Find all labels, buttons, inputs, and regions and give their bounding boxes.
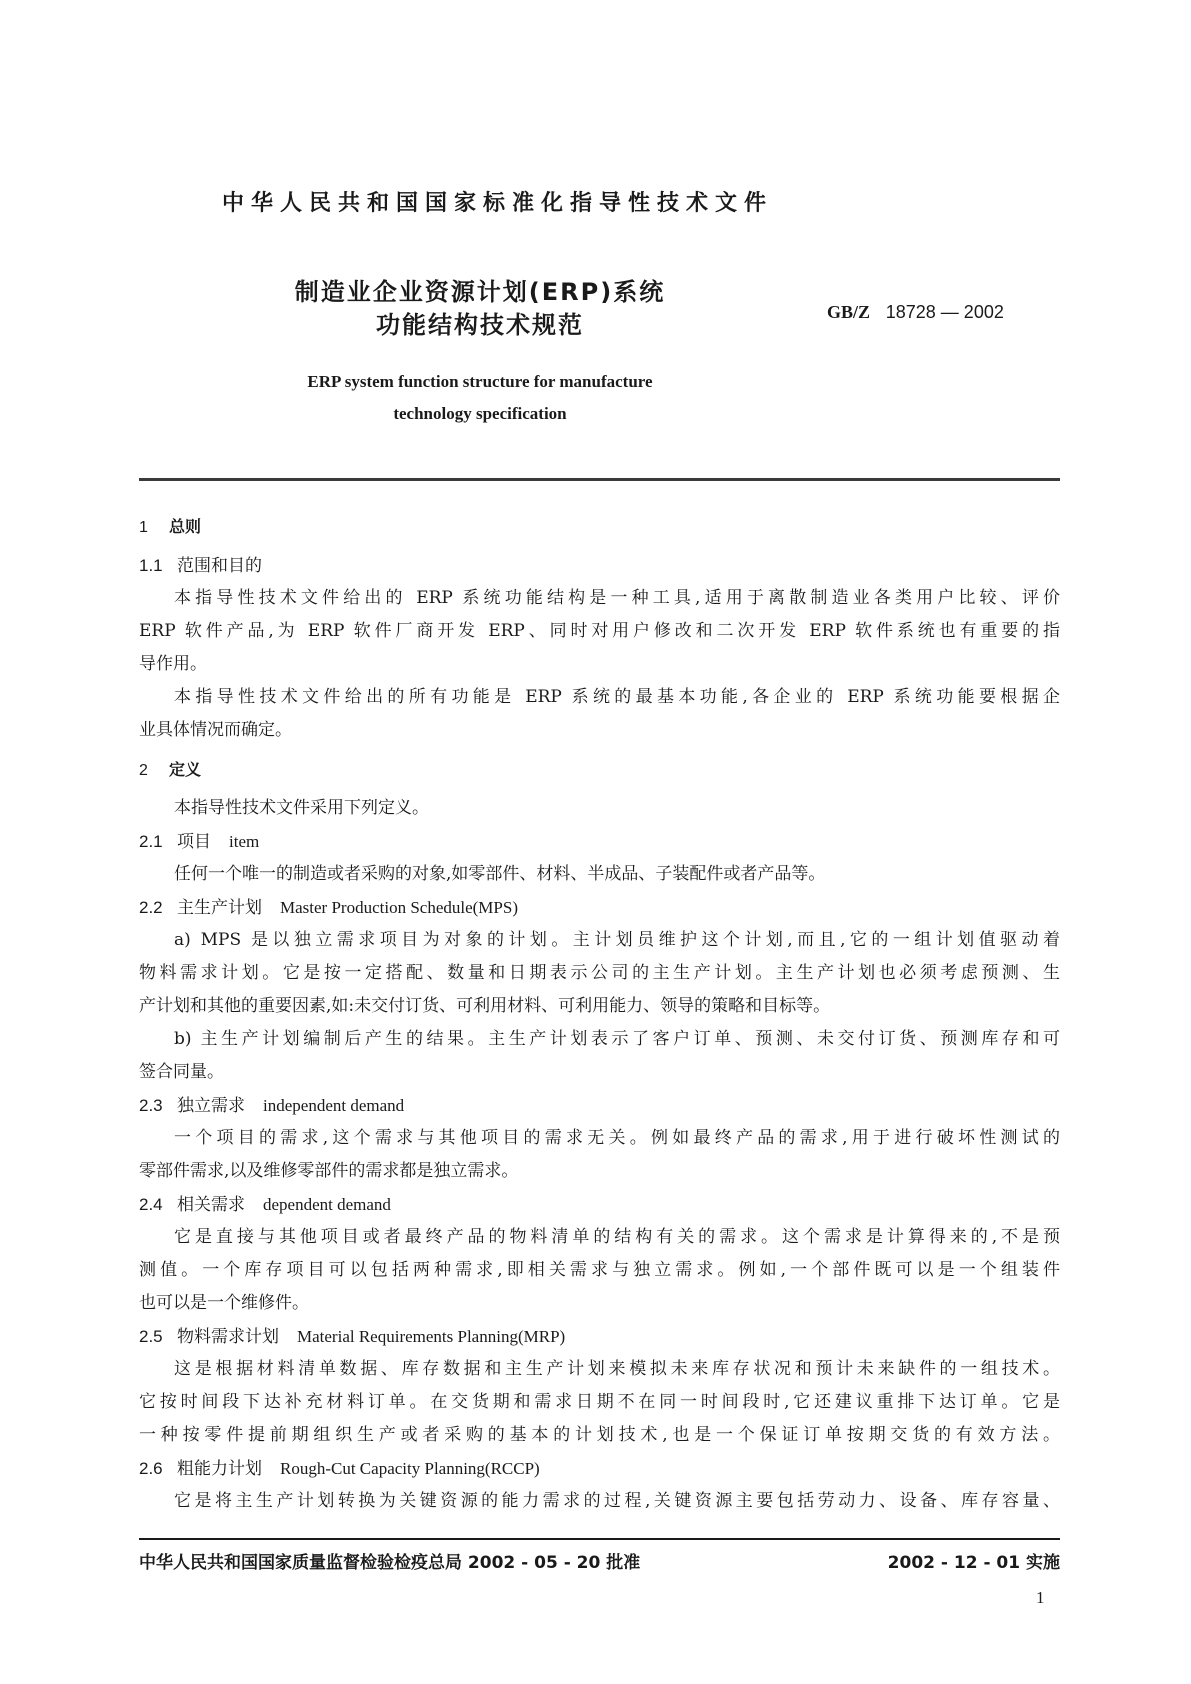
paragraph-line: 它是直接与其他项目或者最终产品的物料清单的结构有关的需求。这个需求是计算得来的,不是预 <box>174 1227 1060 1247</box>
paragraph-line: 签合同量。 <box>139 1062 224 1082</box>
definition-heading-2-4: 2.4 相关需求 dependent demand <box>139 1195 391 1215</box>
standard-code <box>827 302 1004 323</box>
document-title-line2: 功能结构技术规范 <box>376 311 584 339</box>
header-divider <box>139 478 1060 481</box>
standard-number: 18728 — 2002 <box>885 302 1004 322</box>
footer-divider <box>139 1538 1060 1540</box>
document-title <box>250 276 710 342</box>
implementation-date: 2002 - 12 - 01 实施 <box>887 1553 1060 1573</box>
english-title-line2: technology specification <box>393 404 567 423</box>
paragraph-line: 产计划和其他的重要因素,如:未交付订货、可利用材料、可利用能力、领导的策略和目标等。 <box>139 996 831 1016</box>
paragraph-line: 也可以是一个维修件。 <box>139 1293 309 1313</box>
english-title <box>230 366 730 430</box>
definition-heading-2-1: 2.1 项目 item <box>139 832 260 852</box>
definition-heading-2-3: 2.3 独立需求 independent demand <box>139 1096 405 1116</box>
english-title-line1: ERP system function structure for manufacture <box>307 372 653 391</box>
paragraph-line: 一种按零件提前期组织生产或者采购的基本的计划技术,也是一个保证订单按期交货的有效方法。 <box>139 1425 1060 1445</box>
paragraph-line: b) 主生产计划编制后产生的结果。主生产计划表示了客户订单、预测、未交付订货、预测库存和可 <box>174 1029 1060 1049</box>
definition-heading-2-6: 2.6 粗能力计划 Rough-Cut Capacity Planning(RCCP) <box>139 1459 540 1479</box>
paragraph-line: ERP 软件产品,为 ERP 软件厂商开发 ERP、同时对用户修改和二次开发 ERP 软件系统也有重要的指 <box>139 621 1060 641</box>
paragraph-line: 任何一个唯一的制造或者采购的对象,如零部件、材料、半成品、子装配件或者产品等。 <box>174 864 826 884</box>
paragraph-line: 一个项目的需求,这个需求与其他项目的需求无关。例如最终产品的需求,用于进行破坏性测试的 <box>174 1128 1060 1148</box>
issuing-authority-title: 中华人民共和国国家标准化指导性技术文件 <box>222 191 774 216</box>
paragraph-line: 测值。一个库存项目可以包括两种需求,即相关需求与独立需求。例如,一个部件既可以是一个组装件 <box>139 1260 1060 1280</box>
paragraph-line: 它按时间段下达补充材料订单。在交货期和需求日期不在同一时间段时,它还建议重排下达订单。它是 <box>139 1392 1060 1412</box>
paragraph-line: 导作用。 <box>139 654 207 674</box>
paragraph-line: 本指导性技术文件给出的 ERP 系统功能结构是一种工具,适用于离散制造业各类用户比较、评价 <box>174 588 1060 608</box>
section-heading-1-1: 1.1 范围和目的 <box>139 556 262 576</box>
paragraph-line: 物料需求计划。它是按一定搭配、数量和日期表示公司的主生产计划。主生产计划也必须考虑预测、生 <box>139 963 1060 983</box>
definition-heading-2-5: 2.5 物料需求计划 Material Requirements Planning(MRP) <box>139 1327 566 1347</box>
paragraph-line: 本指导性技术文件给出的所有功能是 ERP 系统的最基本功能,各企业的 ERP 系统功能要根据企 <box>174 687 1060 707</box>
document-body <box>139 510 1060 1518</box>
approval-statement: 中华人民共和国国家质量监督检验检疫总局 2002 - 05 - 20 批准 <box>139 1553 641 1573</box>
paragraph-line: 业具体情况而确定。 <box>139 720 292 740</box>
paragraph-line: 零部件需求,以及维修零部件的需求都是独立需求。 <box>139 1161 519 1181</box>
definition-heading-2-2: 2.2 主生产计划 Master Production Schedule(MPS) <box>139 898 518 918</box>
document-title-line1: 制造业企业资源计划(ERP)系统 <box>294 278 666 306</box>
standard-prefix: GB/Z <box>827 302 871 322</box>
paragraph-line: a) MPS 是以独立需求项目为对象的计划。主计划员维护这个计划,而且,它的一组计划值驱动着 <box>174 930 1060 950</box>
section-heading-1: 1 总则 <box>139 517 202 536</box>
paragraph-line: 它是将主生产计划转换为关键资源的能力需求的过程,关键资源主要包括劳动力、设备、库存容量、 <box>174 1491 1060 1511</box>
page-number: 1 <box>1036 1588 1045 1607</box>
paragraph-line: 本指导性技术文件采用下列定义。 <box>174 798 429 818</box>
paragraph-line: 这是根据材料清单数据、库存数据和主生产计划来模拟未来库存状况和预计未来缺件的一组技术。 <box>174 1359 1060 1379</box>
section-heading-2: 2 定义 <box>139 760 202 779</box>
